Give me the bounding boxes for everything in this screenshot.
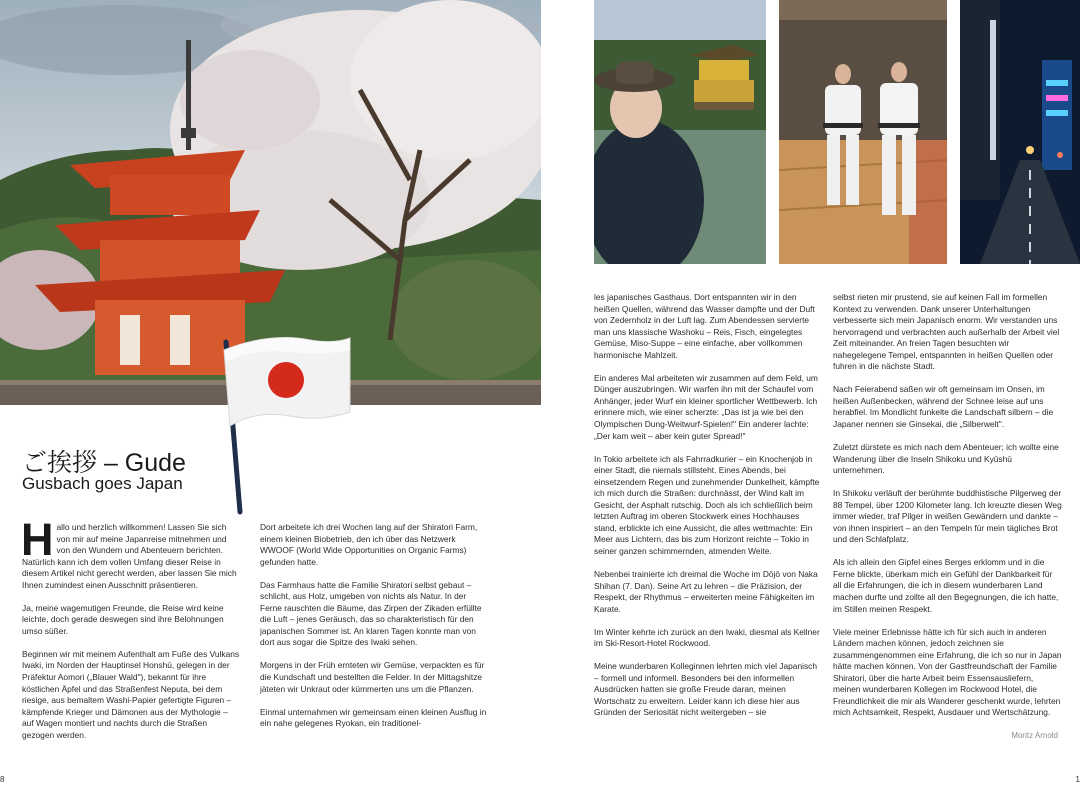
paragraph: Viele meiner Erlebnisse hätte ich für sich auch in anderen Ländern machen können, jedoch zeichnen sie zusammengenommen eine Erfahrung, die ich so nur in Japan hätte machen können. Von der Gastfreundschaft der Familie Shiratori, über die harte Arbeit beim Essensausliefern, meinen wunderbaren Kollegen im Rockwood Hotel, die Freundlichkeit die mir als Wanderer geschenkt wurde, lehrten mich Achtsamkeit, Respekt, Ausdauer und Wertschätzung. — [833, 626, 1062, 718]
paragraph: Nebenbei trainierte ich dreimal die Woche im Dōjō von Naka Shihan (7. Dan). Seine Art zu lehren – die Präzision, der Respekt, der Rhythmus – erweiterten meine Fähigkeiten im Karate. — [594, 568, 818, 614]
page-number-right: 1 — [1075, 775, 1080, 784]
paragraph: Ein anderes Mal arbeiteten wir zusammen auf dem Feld, um Dünger auszubringen. Wir warfen ihn mit der Schaufel vom Anhänger, jeder Wurf ein kleiner sportlicher Wettbewerb. Ich erinnere mich, wie einer scherzte: „Das ist ja wie bei den Olympischen Dung-Weitwurf-Spielen!" Ein anderer lachte: „Der kam weit – aber kein guter Spread!" — [594, 372, 818, 441]
paragraph: Beginnen wir mit meinem Aufenthalt am Fuße des Vulkans Iwaki, im Norden der Hauptinsel Honshū, gelegen in der Präfektur Aomori („Blauer Wald"), bekannt für ihre köstlichen Äpfel und das Straßenfest Neputa, bei dem riesige, aus bemaltem Washi-Papier gefertigte Figuren – kämpfende Krieger und Dämonen aus der Mythologie – auf Wagen montiert und nachts durch die Straßen gezogen werden. — [22, 648, 240, 740]
paragraph: les japanisches Gasthaus. Dort entspannten wir in den heißen Quellen, während das Wasser dampfte und der Duft von Zedernholz in der Luft lag. Zum Abendessen servierte man uns klassische Washoku – Reis, Fisch, eingelegtes Gemüse, Miso-Suppe – eine einfache, aber vollkommen harmonische Mahlzeit. — [594, 292, 815, 360]
text-column-3 — [594, 292, 820, 731]
paragraph: Nach Feierabend saßen wir oft gemeinsam im Onsen, im heißen Außenbecken, während der Schnee leise auf uns herabfiel. Im Mondlicht funkelte die Landschaft silbern – die Japaner nennen sie Ginsekai, die „Silberwelt". — [833, 384, 1054, 429]
paragraph: Einmal unternahmen wir gemeinsam einen kleinen Ausflug in ein nahe gelegenes Ryokan, ein traditionel- — [260, 706, 487, 729]
text-column-1 — [21, 514, 240, 753]
paragraph: Im Winter kehrte ich zurück an den Iwaki, diesmal als Kellner im Ski-Resort-Hotel Rockwood. — [594, 626, 820, 649]
text-column-4 — [833, 292, 1062, 731]
paragraph: selbst rieten mir prustend, sie auf keinen Fall im formellen Kontext zu verwenden. Dank unserer Unterhaltungen verbesserte sich mein Japanisch enorm. Wir verstanden uns hervorragend und verbrachten auch außerhalb der Arbeit viel Zeit miteinander. An freien Tagen besuchten wir nahegelegene Tempel, entspannten in heißen Quellen oder fuhren in die nächste Stadt. — [833, 292, 1060, 372]
japan-flag-illustration — [210, 330, 360, 520]
author-byline: Moritz Arnold — [1011, 731, 1058, 740]
page-number-left: 8 — [0, 775, 5, 784]
paragraph: Das Farmhaus hatte die Familie Shiratori selbst gebaut – schlicht, aus Holz, umgeben von nichts als Natur. In der Ferne rauschten die Bäume, das Zirpen der Zikaden erfüllte die Luft – jenes Geräusch, das so charakteristisch für den japanischen Sommer ist. An klaren Tagen konnte man von dort aus sogar die Spitze des Iwaki sehen. — [260, 579, 482, 648]
photo-hiker-golden-pavilion — [594, 0, 766, 264]
paragraph: Dort arbeitete ich drei Wochen lang auf der Shiratori Farm, einem kleinen Biobetrieb, den ich über das Netzwerk WWOOF (World Wide Opportunities on Organic Farms) gefunden hatte. — [260, 522, 478, 567]
article-title: ご挨拶 – Gude — [22, 449, 186, 477]
paragraph: Morgens in der Früh ernteten wir Gemüse, verpackten es für die Kundschaft und bestellten die Felder. In der Mittagshitze jäteten wir Unkraut oder kümmerten uns um die Pflanzen. — [260, 660, 485, 694]
drop-cap: H — [21, 514, 54, 565]
paragraph: In Tokio arbeitete ich als Fahrradkurier – ein Knochenjob in einer Stadt, die niemals stillsteht. Eines Abends, bei einsetzendem Regen und zunehmender Dunkelheit, kämpfte ich mich durch die Straßen: durchnässt, der Wind kalt im Gesicht, der Asphalt rutschig. Doch als ich schließlich beim letzten Auftrag im oberen Stockwerk eines Hochhauses stand, erblickte ich eine Aussicht, die alles wettmachte: Ein Meer aus Lichtern, das bis zum Horizont reichte – Tokio in seiner ganzen schimmernden, atmenden Weite. — [594, 453, 820, 556]
article-subtitle: Gusbach goes Japan — [22, 474, 183, 493]
paragraph: Als ich allein den Gipfel eines Berges erklomm und in die Ferne blickte, überkam mich ein Gefühl der Dankbarkeit für all die Erfahrungen, die ich in diesem wunderbaren Land machen durfte und zollte all den Begegnungen, die ich hatte, im Stillen meinen Respekt. — [833, 557, 1059, 614]
paragraph: Meine wunderbaren Kolleginnen lehrten mich viel Japanisch – formell und informell. Besonders bei den informellen Ausdrücken hatten sie große Freude daran, meinen Wortschatz zu erweitern. Leider kann ich diese hier aus Gründen der Seriosität nicht weitergeben – sie — [594, 661, 818, 718]
text-column-2 — [260, 522, 488, 741]
paragraph: In Shikoku verläuft der berühmte buddhistische Pilgerweg der 88 Tempel, über 1200 Kilometer lang. Ich kreuzte diesen Weg immer wieder, traf Pilger in weißen Gewändern und dankte – von ihnen inspiriert – an den Tempeln für mein tägliches Brot und den Schlafplatz. — [833, 488, 1062, 545]
photo-tokyo-night-street — [960, 0, 1080, 264]
paragraph: Zuletzt dürstete es mich nach dem Abenteuer; ich wollte eine Wanderung über die Inseln Shikoku und Kyūshū unternehmen. — [833, 442, 1059, 476]
paragraph: Ja, meine wagemutigen Freunde, die Reise wird keine leichte, doch gerade deswegen sind ihre Belohnungen umso süßer. — [22, 602, 224, 636]
photo-karate-dojo — [779, 0, 947, 264]
paragraph: Hallo und herzlich willkommen! Lassen Sie sich von mir auf meine Japanreise mitnehmen und von den Wundern und Abenteuern berichten. Natürlich kann ich dem vollen Umfang dieser Reise in diesem Artikel nicht gerecht werden, aber lassen Sie mich Ihnen zumindest einen Ausschnitt präsentieren. — [21, 514, 237, 590]
